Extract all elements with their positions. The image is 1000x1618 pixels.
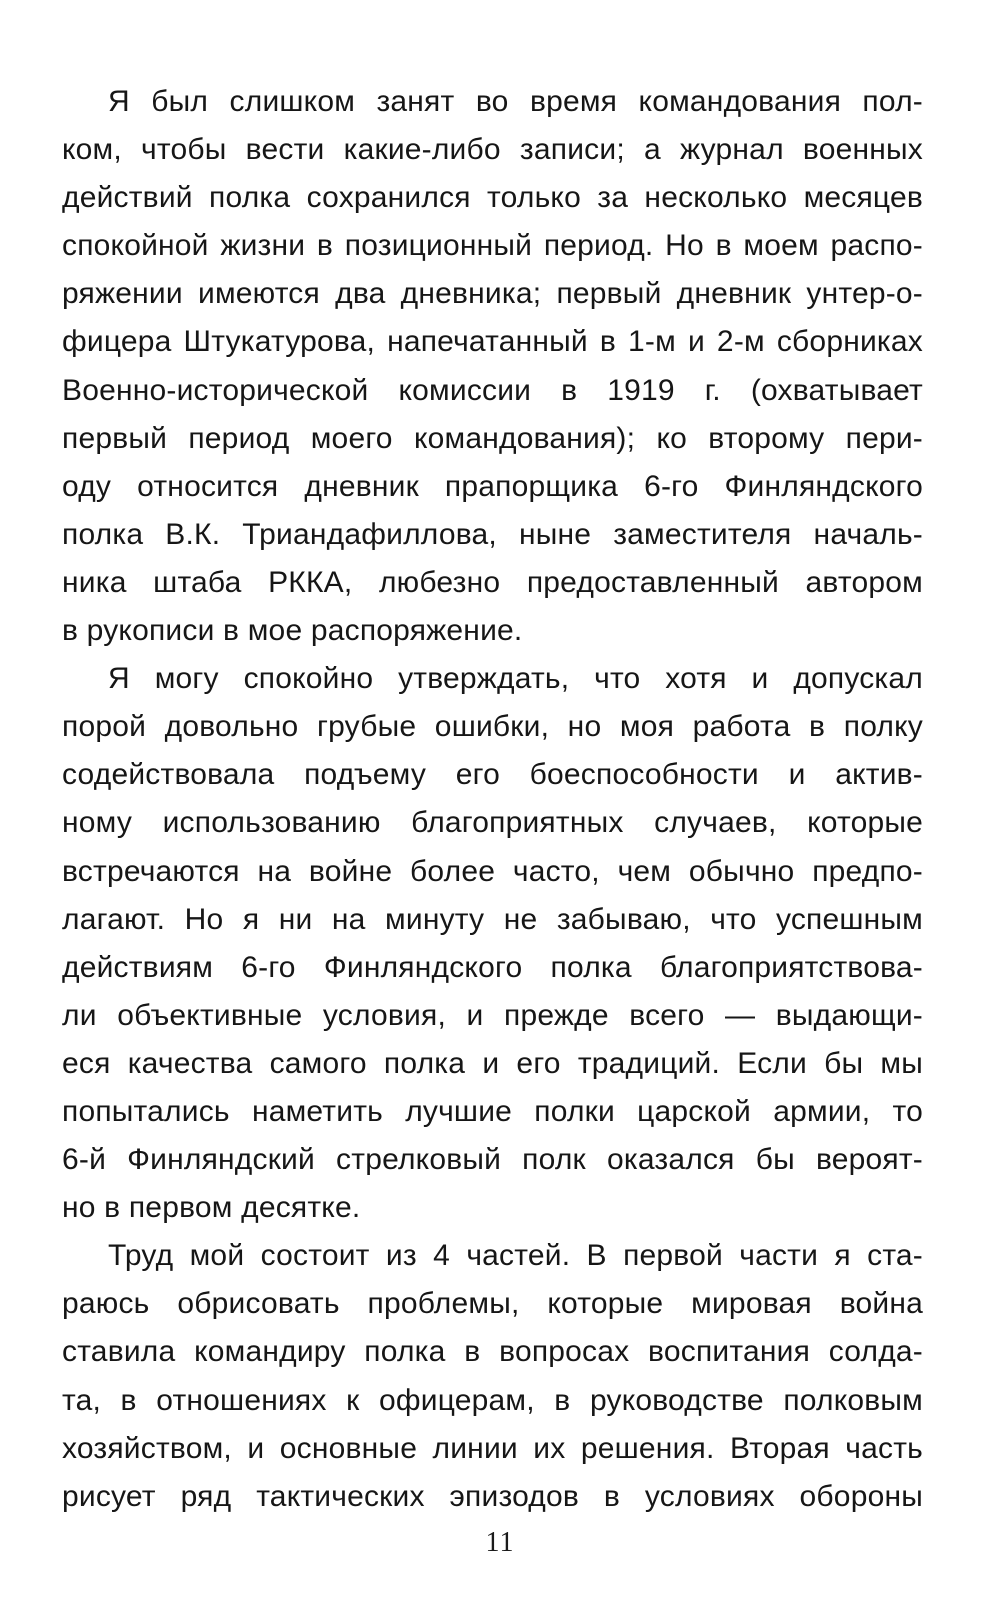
text-line: действиям 6-го Финляндского полка благоприятствова- [62,950,923,984]
text-line: Военно-исторической комиссии в 1919 г. (охватывает [62,373,923,407]
text-line: рисует ряд тактических эпизодов в условиях обороны [62,1479,923,1513]
page-body [62,78,923,1521]
paragraph-3 [62,1232,923,1521]
text-line: ставила командиру полка в вопросах воспитания солда- [62,1335,923,1369]
text-line: раюсь обрисовать проблемы, которые мировая война [62,1287,923,1321]
text-line: встречаются на войне более часто, чем обычно предпо- [62,854,923,888]
text-line: еся качества самого полка и его традиций. Если бы мы [62,1046,923,1080]
page-number: 11 [485,1527,515,1558]
text-line: та, в отношениях к офицерам, в руководстве полковым [62,1383,923,1417]
paragraph-2 [62,655,923,1232]
text-line: Я был слишком занят во время командования пол- [108,85,923,118]
text-line: хозяйством, и основные линии их решения. Вторая часть [62,1431,923,1465]
paragraph-1 [62,78,923,655]
text-line: попытались наметить лучшие полки царской армии, то [62,1094,923,1128]
text-line: ли объективные условия, и прежде всего — выдающи- [62,998,923,1032]
text-line: Я могу спокойно утверждать, что хотя и допускал [108,662,923,696]
text-line: первый период моего командования); ко второму пери- [62,421,923,455]
text-line: лагают. Но я ни на минуту не забываю, что успешным [62,902,923,936]
text-line: содействовала подъему его боеспособности и актив- [62,758,923,792]
text-line: ряжении имеются два дневника; первый дневник унтер-о- [62,277,923,311]
text-line: 6-й Финляндский стрелковый полк оказался бы вероят- [62,1143,923,1177]
text-line: порой довольно грубые ошибки, но моя работа в полку [62,710,923,744]
text-line: ника штаба РККА, любезно предоставленный автором [62,565,923,599]
text-line: оду относится дневник прапорщика 6-го Финляндского [62,469,923,503]
text-line: спокойной жизни в позиционный период. Но в моем распо- [62,229,923,263]
text-line: Труд мой состоит из 4 частей. В первой части я ста- [108,1239,923,1273]
text-line: в рукописи в мое распоряжение. [62,614,523,648]
text-line: ком, чтобы вести какие-либо записи; а журнал военных [62,133,923,167]
text-line: ному использованию благоприятных случаев, которые [62,806,923,840]
text-line: действий полка сохранился только за несколько месяцев [62,181,923,215]
text-line: но в первом десятке. [62,1191,361,1225]
text-line: полка В.К. Триандафиллова, ныне заместителя началь- [62,517,923,551]
text-line: фицера Штукатурова, напечатанный в 1-м и 2-м сборниках [62,325,923,359]
